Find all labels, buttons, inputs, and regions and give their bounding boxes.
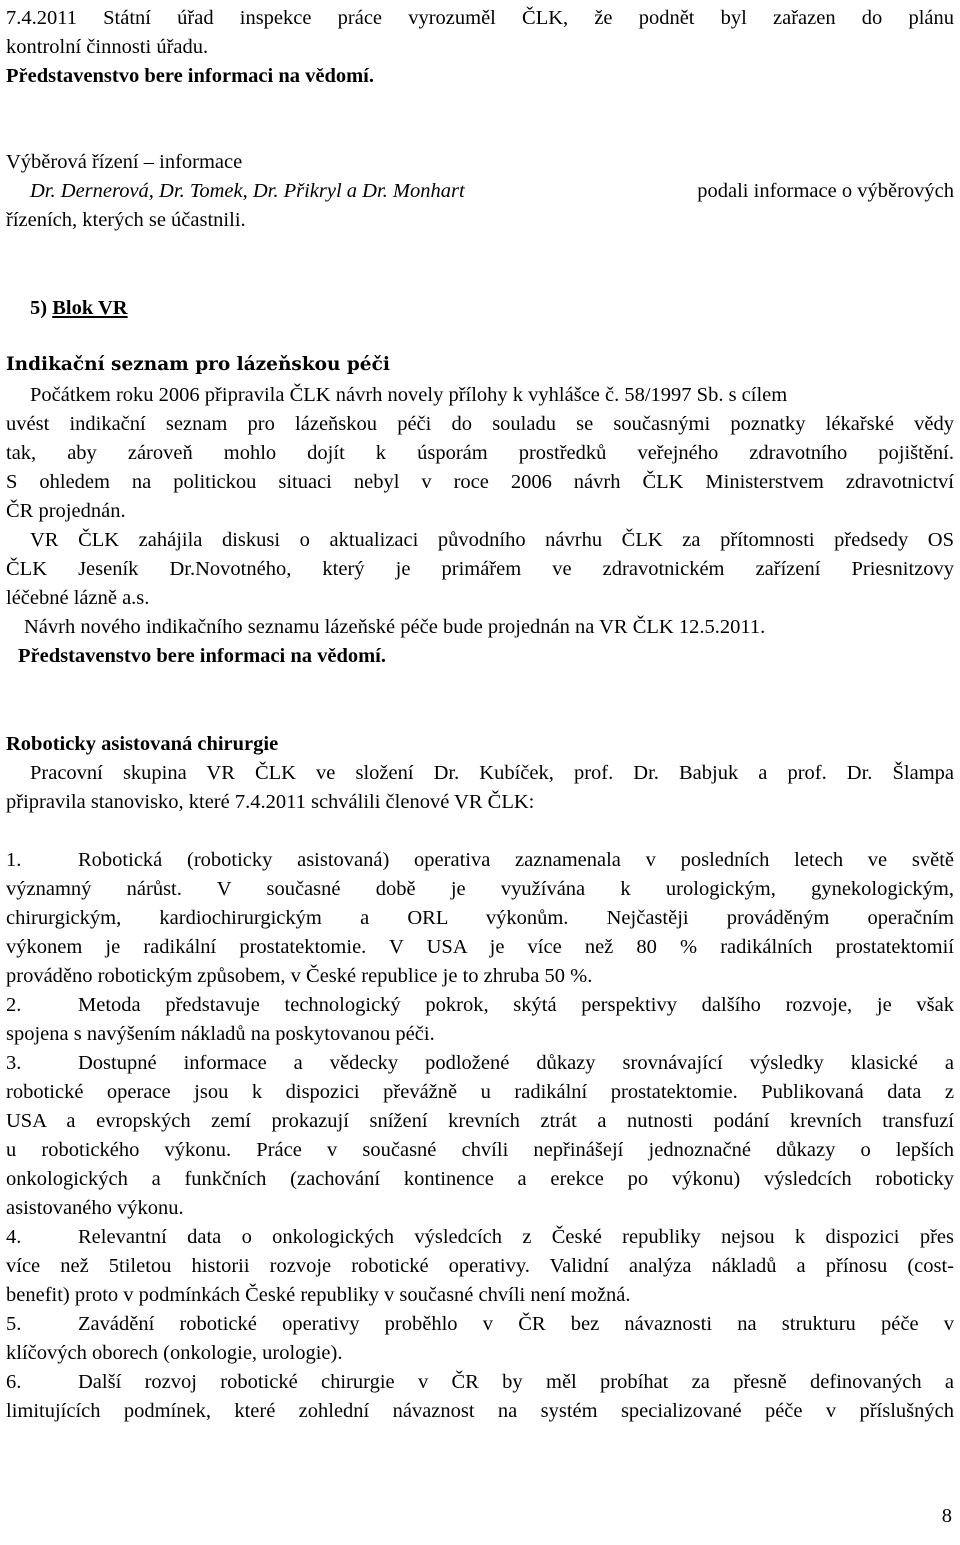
text-fragment: Zavádění robotické operativy proběhlo v ČR bez návaznosti na strukturu péče v — [78, 1313, 954, 1335]
section-number: 5) — [30, 297, 48, 319]
subsection-heading: Indikační seznam pro lázeňskou péči — [6, 354, 390, 375]
text-line: prováděno robotickým způsobem, v České republice je to zhruba 50 %. — [6, 965, 593, 987]
text-line: tak, aby zároveň mohlo dojít k úsporám prostředků veřejného zdravotního pojištění. — [6, 442, 954, 464]
text-line: významný nárůst. V současné době je využívána k urologickým, gynekologickým, — [6, 878, 954, 900]
section-heading: Roboticky asistovaná chirurgie — [6, 733, 279, 755]
list-item-line — [6, 1368, 954, 1396]
text-line: onkologických a funkčních (zachování kontinence a erekce po výkonu) výsledcích roboticky — [6, 1168, 954, 1190]
text-line: 7.4.2011 Státní úřad inspekce práce vyrozuměl ČLK, že podnět byl zařazen do plánu — [6, 7, 954, 29]
resolution-line: Představenstvo bere informaci na vědomí. — [18, 645, 386, 667]
text-line: asistovaného výkonu. — [6, 1197, 184, 1219]
text-line: benefit) proto v podmínkách České republiky v současné chvíli není možná. — [6, 1284, 631, 1306]
text-line: VR ČLK zahájila diskusi o aktualizaci původního návrhu ČLK za přítomnosti předsedy OS — [30, 529, 954, 551]
text-line: ČLK Jeseník Dr.Novotného, který je primářem ve zdravotnickém zařízení Priesnitzovy — [6, 558, 954, 580]
text-line: S ohledem na politickou situaci nebyl v roce 2006 návrh ČLK Ministerstvem zdravotnictví — [6, 471, 954, 493]
text-fragment: podali informace o výběrových — [697, 180, 954, 202]
page-number: 8 — [941, 1505, 952, 1527]
text-line: více než 5tiletou historii rozvoje robotické operativy. Validní analýza nákladů a přínosu (cost- — [6, 1255, 954, 1277]
text-line: u robotického výkonu. Práce v současné chvíli nepřinášejí jednoznačné důkazy o lepších — [6, 1139, 954, 1161]
list-item-line — [6, 1049, 954, 1077]
text-line: spojena s navýšením nákladů na poskytovanou péči. — [6, 1023, 435, 1045]
text-fragment: Relevantní data o onkologických výsledcích z České republiky nejsou k dispozici přes — [78, 1226, 954, 1248]
list-number: 5. — [6, 1313, 22, 1335]
text-line: ČR projednán. — [6, 500, 126, 522]
section-title: Blok VR — [52, 297, 128, 319]
list-item-line — [6, 1223, 954, 1251]
text-line: Pracovní skupina VR ČLK ve složení Dr. Kubíček, prof. Dr. Babjuk a prof. Dr. Šlampa — [30, 762, 954, 784]
text-line: připravila stanovisko, které 7.4.2011 schválili členové VR ČLK: — [6, 791, 535, 813]
text-fragment: Robotická (roboticky asistovaná) operativa zaznamenala v posledních letech ve světě — [78, 849, 954, 871]
section-heading: Výběrová řízení – informace — [6, 151, 243, 173]
list-item-line — [6, 846, 954, 874]
list-number: 1. — [6, 849, 22, 871]
list-number: 2. — [6, 994, 22, 1016]
list-item-line — [6, 1310, 954, 1338]
names-text: Dr. Dernerová, Dr. Tomek, Dr. Přikryl a Dr. Monhart — [30, 180, 465, 202]
text-line: Návrh nového indikačního seznamu lázeňské péče bude projednán na VR ČLK 12.5.2011. — [24, 616, 766, 638]
list-item-line — [6, 991, 954, 1019]
text-line: chirurgickým, kardiochirurgickým a ORL výkonům. Nejčastěji prováděným operačním — [6, 907, 954, 929]
text-line: řízeních, kterých se účastnili. — [6, 209, 246, 231]
text-fragment: Dostupné informace a vědecky podložené důkazy srovnávající výsledky klasické a — [78, 1052, 954, 1074]
text-line: výkonem je radikální prostatektomie. V USA je více než 80 % radikálních prostatektomií — [6, 936, 954, 958]
list-number: 3. — [6, 1052, 22, 1074]
text-line: USA a evropských zemí prokazují snížení krevních ztrát a nutnosti podání krevních transfuzí — [6, 1110, 954, 1132]
text-fragment: Metoda představuje technologický pokrok, skýtá perspektivy dalšího rozvoje, je však — [78, 994, 954, 1016]
text-fragment: Další rozvoj robotické chirurgie v ČR by měl probíhat za přesně definovaných a — [78, 1371, 954, 1393]
text-line: robotické operace jsou k dispozici převážně u radikální prostatektomie. Publikovaná data z — [6, 1081, 954, 1103]
list-number: 6. — [6, 1371, 22, 1393]
list-number: 4. — [6, 1226, 22, 1248]
text-line: kontrolní činnosti úřadu. — [6, 36, 209, 58]
text-line: Počátkem roku 2006 připravila ČLK návrh novely přílohy k vyhlášce č. 58/1997 Sb. s cílem — [30, 384, 788, 406]
text-line: klíčových oborech (onkologie, urologie). — [6, 1342, 343, 1364]
text-line — [6, 177, 954, 205]
text-line: limitujících podmínek, které zohlední návaznost na systém specializované péče v příslušných — [6, 1400, 954, 1422]
resolution-line: Představenstvo bere informaci na vědomí. — [6, 65, 374, 87]
text-line: uvést indikační seznam pro lázeňskou péči do souladu se současnými poznatky lékařské vědy — [6, 413, 954, 435]
section-heading — [30, 294, 954, 322]
text-line: léčebné lázně a.s. — [6, 587, 150, 609]
